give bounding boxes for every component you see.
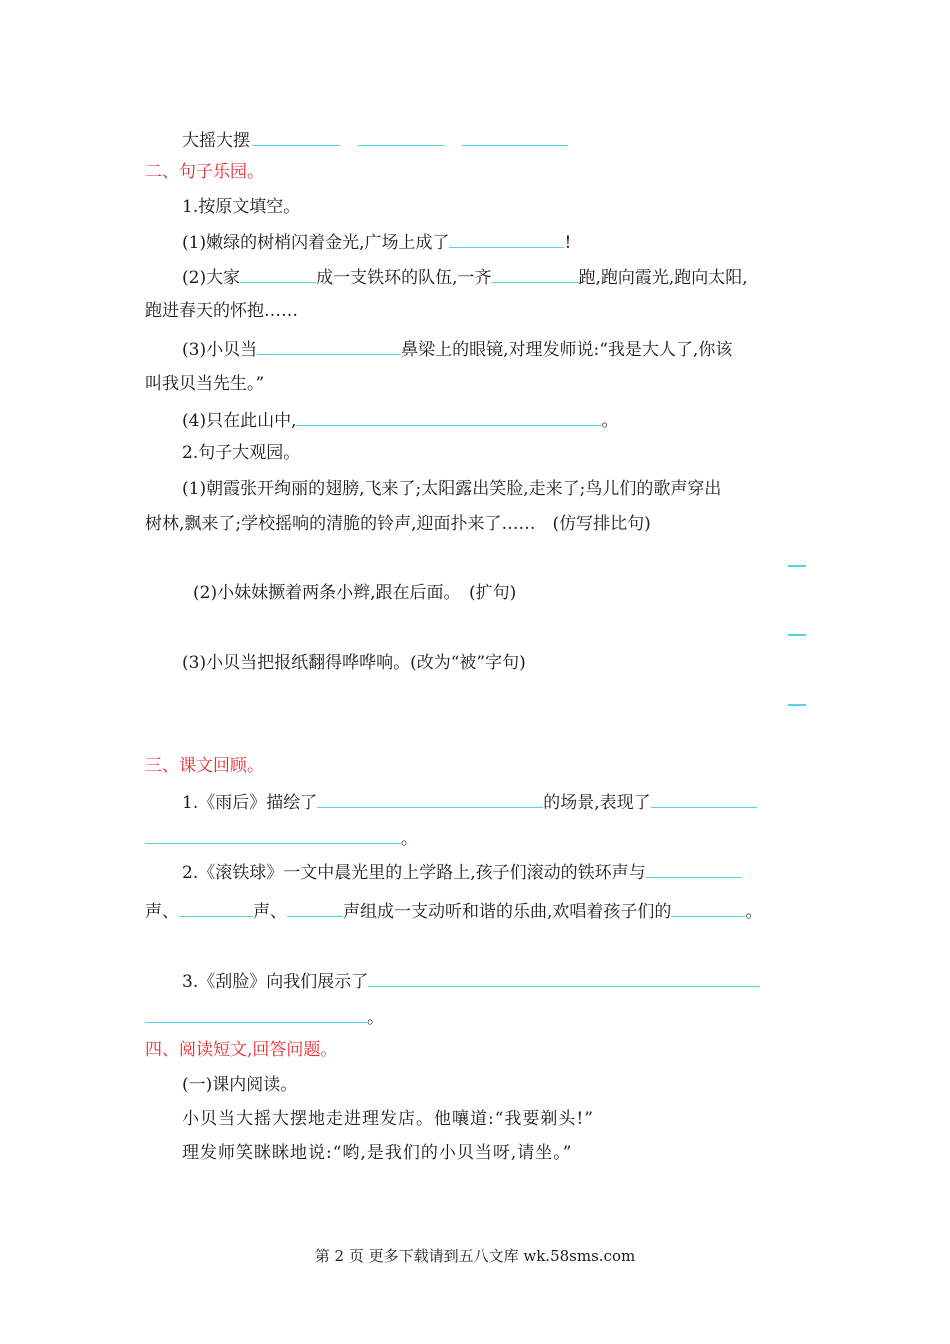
question-3-3-cont: 。 bbox=[145, 1004, 384, 1030]
answer-blank[interactable] bbox=[358, 127, 444, 146]
question-1-3-cont: 叫我贝当先生。” bbox=[145, 374, 265, 394]
question-2-title: 2.句子大观园。 bbox=[182, 443, 301, 463]
answer-blank[interactable] bbox=[651, 789, 757, 808]
answer-blank[interactable] bbox=[145, 825, 401, 844]
answer-blank[interactable] bbox=[671, 898, 745, 917]
question-2-3: (3)小贝当把报纸翻得哗哗响。(改为“被”字句) bbox=[182, 653, 526, 673]
reading-subtitle: (一)课内阅读。 bbox=[182, 1075, 298, 1095]
question-1-title: 1.按原文填空。 bbox=[182, 197, 301, 217]
answer-blank[interactable] bbox=[257, 336, 401, 355]
answer-blank[interactable] bbox=[462, 127, 568, 146]
section-heading-4: 四、阅读短文,回答问题。 bbox=[145, 1040, 338, 1060]
question-1-1: (1)嫩绿的树梢闪着金光,广场上成了 ! bbox=[182, 229, 571, 255]
question-2-1: (1)朝霞张开绚丽的翅膀,飞来了;太阳露出笑脸,走来了;鸟儿们的歌声穿出 bbox=[182, 479, 722, 499]
answer-blank[interactable] bbox=[449, 229, 564, 248]
question-3-3: 3.《刮脸》向我们展示了 bbox=[182, 968, 760, 994]
answer-blank[interactable] bbox=[368, 968, 760, 987]
reading-paragraph: 小贝当大摇大摆地走进理发店。他嚷道:“我要剃头!” bbox=[182, 1109, 594, 1129]
answer-line[interactable] bbox=[788, 565, 806, 567]
answer-blank[interactable] bbox=[179, 898, 253, 917]
question-3-1: 1.《雨后》描绘了 的场景,表现了 bbox=[182, 789, 757, 815]
idiom-line: 大摇大摆 bbox=[182, 127, 568, 153]
section-heading-3: 三、课文回顾。 bbox=[145, 756, 264, 776]
answer-blank[interactable] bbox=[492, 264, 579, 283]
answer-blank[interactable] bbox=[317, 789, 543, 808]
section-heading-2: 二、句子乐园。 bbox=[145, 162, 264, 182]
question-2-2: (2)小妹妹撅着两条小辫,跟在后面。 (扩句) bbox=[193, 583, 517, 603]
answer-blank[interactable] bbox=[240, 264, 316, 283]
question-2-1-cont: 树林,飘来了;学校摇响的清脆的铃声,迎面扑来了…… (仿写排比句) bbox=[145, 514, 651, 534]
question-3-1-cont: 。 bbox=[145, 825, 418, 851]
reading-paragraph: 理发师笑眯眯地说:“哟,是我们的小贝当呀,请坐。” bbox=[182, 1143, 573, 1163]
answer-blank[interactable] bbox=[252, 127, 340, 146]
question-1-2: (2)大家 成一支铁环的队伍,一齐 跑,跑向霞光,跑向太阳, bbox=[182, 264, 748, 290]
answer-blank[interactable] bbox=[287, 898, 343, 917]
question-1-3: (3)小贝当 鼻梁上的眼镜,对理发师说:“我是大人了,你该 bbox=[182, 336, 732, 362]
answer-blank[interactable] bbox=[646, 859, 742, 878]
question-1-2-cont: 跑进春天的怀抱…… bbox=[145, 301, 298, 321]
answer-blank[interactable] bbox=[296, 407, 601, 426]
page-footer: 第 2 页 更多下载请到五八文库 wk.58sms.com bbox=[314, 1247, 636, 1265]
question-3-2-cont: 声、 声、 声组成一支动听和谐的乐曲,欢唱着孩子们的 。 bbox=[145, 898, 762, 924]
answer-line[interactable] bbox=[788, 634, 806, 636]
question-1-4: (4)只在此山中, 。 bbox=[182, 407, 618, 433]
question-3-2: 2.《滚铁球》一文中晨光里的上学路上,孩子们滚动的铁环声与 bbox=[182, 859, 742, 885]
answer-line[interactable] bbox=[788, 704, 806, 706]
answer-blank[interactable] bbox=[145, 1004, 367, 1023]
